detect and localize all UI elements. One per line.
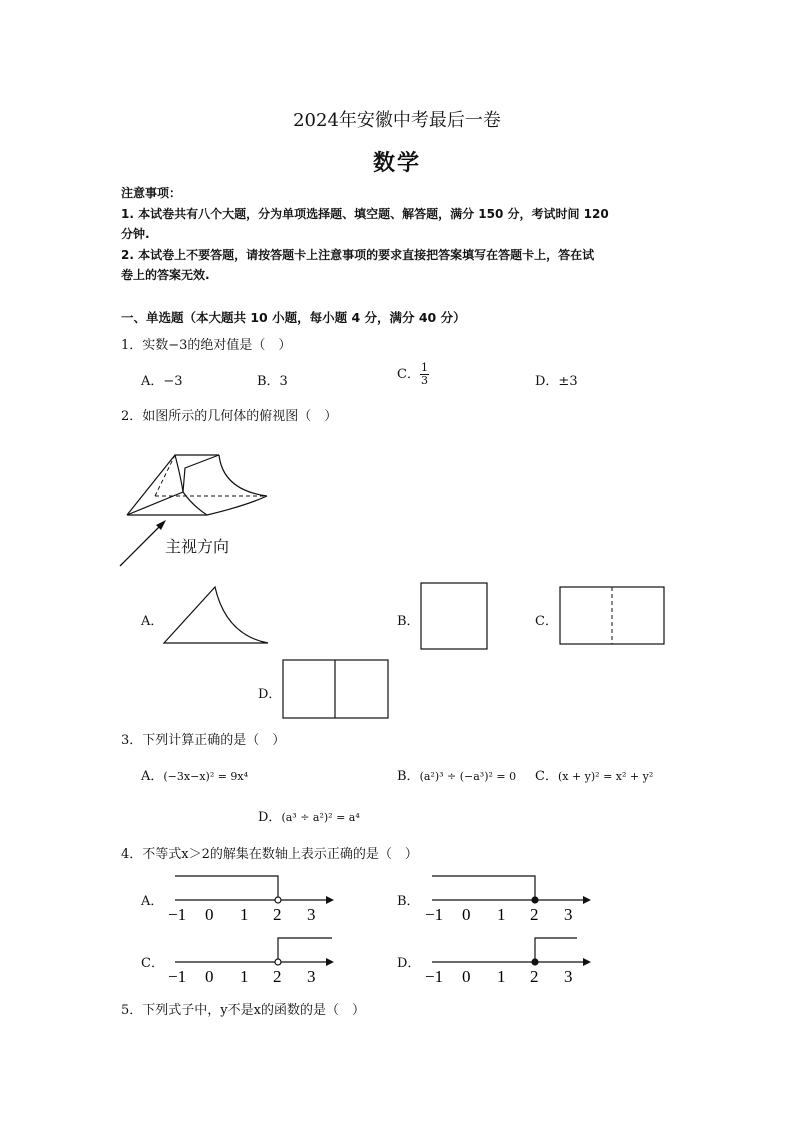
q4c-tick-2: 2 (273, 967, 282, 986)
question-1-stem: 1．实数−3的绝对值是（ ） (121, 338, 292, 353)
direction-arrow-icon (118, 518, 168, 570)
q1-c-denominator: 3 (420, 374, 428, 387)
q4-number-line-a (170, 870, 340, 925)
question-2-stem: 2．如图所示的几何体的俯视图（ ） (121, 409, 338, 424)
q2-option-b-figure (420, 582, 488, 650)
q2-option-d-figure (282, 659, 390, 720)
q4a-tick-2: 2 (273, 905, 282, 924)
q4b-tick-neg1: −1 (425, 905, 444, 924)
q3-option-d-expr: (a³ ÷ a²)² = a⁴ (281, 811, 360, 824)
q4-option-d-label: D． (397, 956, 421, 971)
q2-option-c-label: C． (535, 614, 558, 629)
q2-option-a-label: A． (141, 614, 164, 629)
q4c-tick-3: 3 (307, 967, 316, 986)
q3-option-a-expr: (−3x−x)² = 9x⁴ (163, 770, 249, 783)
notes-heading: 注意事项： (121, 186, 182, 200)
q1-c-numerator: 1 (420, 361, 428, 374)
q3-option-b-expr: (a²)³ ÷ (−a³)² = 0 (419, 770, 517, 783)
q4d-tick-1: 1 (497, 967, 506, 986)
q2-option-d-label: D． (258, 687, 282, 702)
question-4-stem: 4．不等式x＞2的解集在数轴上表示正确的是（ ） (121, 847, 418, 862)
q4-option-c-label: C． (141, 956, 164, 971)
q1-option-c (397, 362, 429, 387)
q3-option-d-label: D． (258, 810, 282, 825)
q1-option-c-label: C． (397, 367, 420, 382)
q4b-tick-3: 3 (564, 905, 573, 924)
q1-option-c-fraction (420, 362, 429, 387)
exam-title: 2024年安徽中考最后一卷 (293, 110, 501, 131)
q3-option-a (141, 765, 248, 784)
q1-option-a: A．−3 (141, 374, 183, 389)
q3-option-a-label: A． (141, 769, 164, 784)
q4b-tick-2: 2 (530, 905, 539, 924)
q4c-tick-1: 1 (240, 967, 249, 986)
q4a-tick-3: 3 (307, 905, 316, 924)
q4d-tick-2: 2 (530, 967, 539, 986)
question-5-stem: 5．下列式子中，y不是x的函数的是（ ） (121, 1003, 365, 1018)
q2-option-a-figure (162, 585, 272, 647)
q4b-tick-1: 1 (497, 905, 506, 924)
q4-option-a-label: A． (141, 894, 164, 909)
q4a-tick-1: 1 (240, 905, 249, 924)
notes-line-1: 1. 本试卷共有八个大题，分为单项选择题、填空题、解答题，满分 150 分，考试时间 120 (121, 207, 609, 221)
notes-line-1b: 分钟. (121, 227, 150, 241)
question-3-stem: 3．下列计算正确的是（ ） (121, 733, 286, 748)
q4-option-b-label: B． (397, 894, 420, 909)
q2-option-b-label: B． (397, 614, 420, 629)
q4-number-line-b (427, 870, 597, 925)
view-direction-label: 主视方向 (165, 537, 230, 556)
q4-number-line-d (427, 932, 597, 987)
q1-option-d: D．±3 (535, 374, 578, 389)
q4a-tick-0: 0 (205, 905, 214, 924)
q4a-tick-neg1: −1 (168, 905, 187, 924)
q3-option-c (535, 765, 653, 784)
section-1-title: 一、单选题（本大题共 10 小题，每小题 4 分，满分 40 分） (121, 310, 466, 325)
q4d-tick-neg1: −1 (425, 967, 444, 986)
q3-option-d (258, 806, 360, 825)
q3-option-b (397, 765, 516, 784)
q3-option-c-expr: (x + y)² = x² + y² (557, 770, 654, 783)
q4d-tick-0: 0 (462, 967, 471, 986)
q3-option-b-label: B． (397, 769, 420, 784)
q2-option-c-figure (559, 586, 666, 646)
q4b-tick-0: 0 (462, 905, 471, 924)
notes-line-2: 2. 本试卷上不要答题，请按答题卡上注意事项的要求直接把答案填写在答题卡上，答在试 (121, 248, 595, 262)
q4c-tick-neg1: −1 (168, 967, 187, 986)
q4-number-line-c (170, 932, 340, 987)
q4d-tick-3: 3 (564, 967, 573, 986)
notes-line-2b: 卷上的答案无效. (121, 268, 210, 282)
q4c-tick-0: 0 (205, 967, 214, 986)
subject-title: 数学 (372, 150, 421, 176)
q1-option-b: B．3 (257, 374, 288, 389)
q3-option-c-label: C． (535, 769, 558, 784)
